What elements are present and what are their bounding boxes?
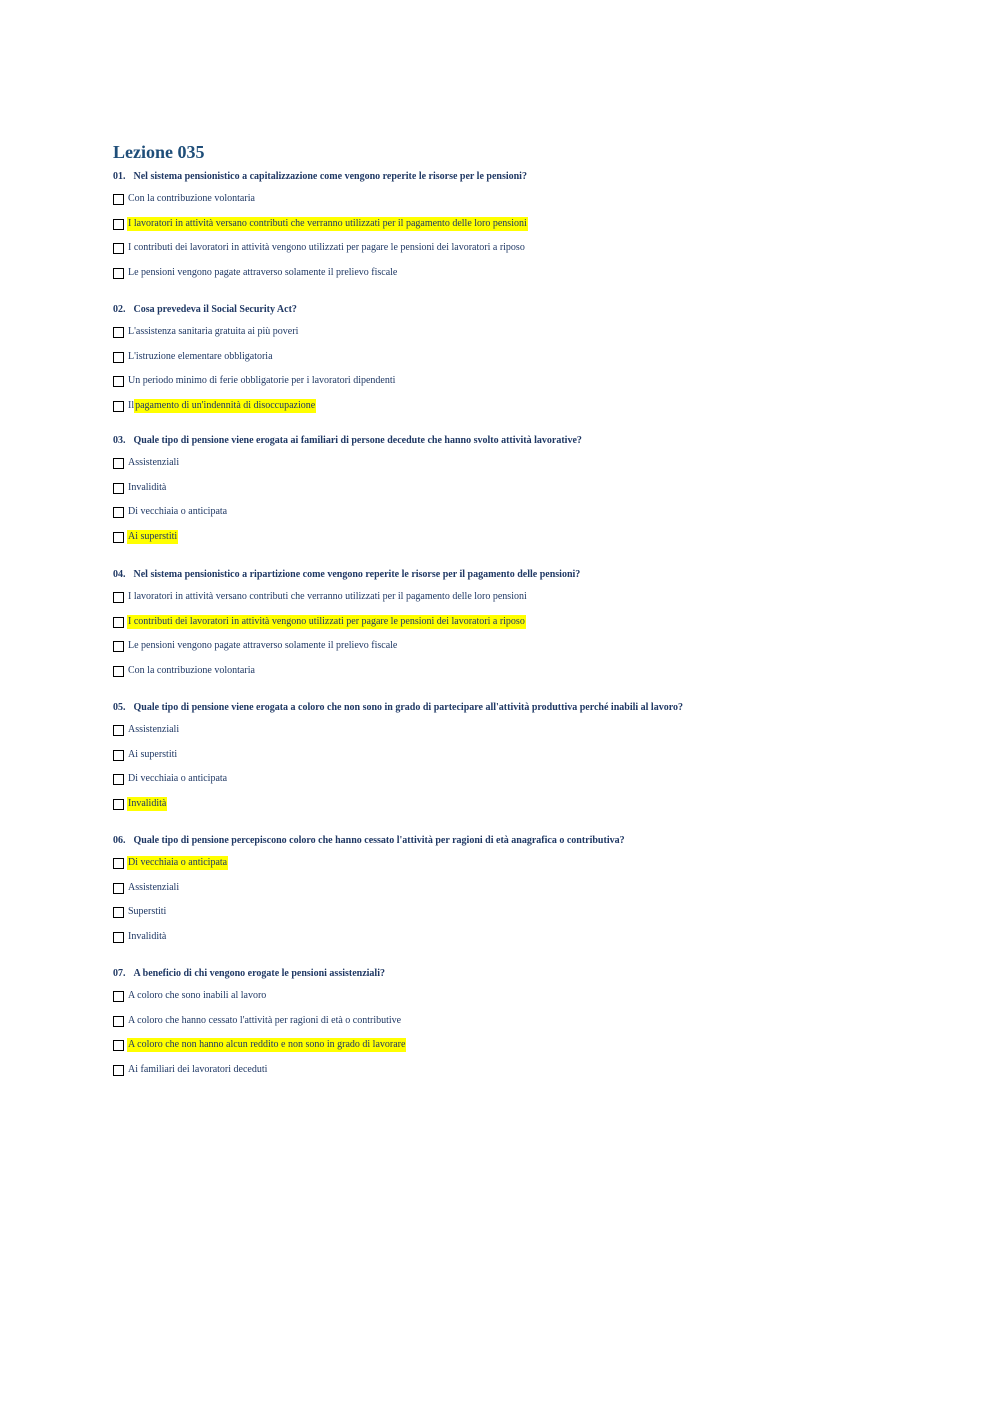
answer-checkbox[interactable] [113, 219, 124, 230]
answer-option[interactable] [113, 1062, 913, 1087]
answer-text: Di vecchiaia o anticipata [128, 506, 228, 517]
answer-text: Ai familiari dei lavoratori deceduti [128, 1063, 268, 1075]
question-text: A beneficio di chi vengono erogate le pensioni assistenziali? [133, 968, 385, 979]
answer-checkbox[interactable] [113, 774, 124, 785]
answer-checkbox[interactable] [113, 507, 124, 518]
answer-text-highlighted: I contributi dei lavoratori in attività vengono utilizzati per pagare le pensioni dei lavoratori a riposo [128, 615, 525, 627]
answer-option[interactable] [113, 504, 913, 529]
answer-checkbox[interactable] [113, 243, 124, 254]
answer-text-highlighted: Invalidità [128, 797, 167, 809]
answer-text: Assistenziali [128, 724, 180, 735]
answer-text: L'istruzione elementare obbligatoria [128, 350, 273, 362]
answer-text: Di vecchiaia o anticipata [128, 773, 228, 784]
question-number: 07. [113, 968, 126, 979]
answer-option[interactable] [113, 796, 913, 821]
answer-checkbox[interactable] [113, 1040, 124, 1051]
lesson-title: Lezione 035 [113, 142, 205, 162]
question-number: 05. [113, 702, 126, 713]
question-text: Cosa prevedeva il Social Security Act? [133, 304, 297, 315]
answer-option[interactable] [113, 373, 913, 398]
question-2 [113, 303, 913, 422]
answer-text: I contributi dei lavoratori in attività vengono utilizzati per pagare le pensioni dei lavoratori a riposo [128, 242, 525, 253]
answer-option[interactable] [113, 216, 913, 241]
answer-checkbox[interactable] [113, 1016, 124, 1027]
answer-option[interactable] [113, 880, 913, 905]
question-heading [113, 834, 913, 848]
answer-options [113, 455, 913, 553]
question-text: Quale tipo di pensione viene erogata ai familiari di persone decedute che hanno svolto attività lavorative? [133, 435, 582, 446]
answer-checkbox[interactable] [113, 750, 124, 761]
question-5 [113, 701, 913, 820]
answer-checkbox[interactable] [113, 883, 124, 894]
answer-checkbox[interactable] [113, 858, 124, 869]
answer-text: Un periodo minimo di ferie obbligatorie per i lavoratori dipendenti [128, 375, 396, 386]
answer-option[interactable] [113, 988, 913, 1013]
answer-option[interactable] [113, 349, 913, 374]
question-heading [113, 434, 913, 448]
answer-checkbox[interactable] [113, 799, 124, 810]
question-1 [113, 170, 913, 289]
answer-checkbox[interactable] [113, 327, 124, 338]
question-4 [113, 568, 913, 687]
answer-checkbox[interactable] [113, 401, 124, 412]
answer-checkbox[interactable] [113, 458, 124, 469]
answer-options [113, 191, 913, 289]
question-heading [113, 701, 913, 715]
answer-checkbox[interactable] [113, 907, 124, 918]
answer-checkbox[interactable] [113, 725, 124, 736]
answer-checkbox[interactable] [113, 1065, 124, 1076]
answer-text: Invalidità [128, 481, 167, 493]
answer-checkbox[interactable] [113, 617, 124, 628]
answer-text: Assistenziali [128, 457, 180, 468]
answer-text: Superstiti [128, 906, 167, 917]
question-number: 02. [113, 304, 126, 315]
question-7 [113, 967, 913, 1086]
answer-option[interactable] [113, 240, 913, 265]
answer-option[interactable] [113, 480, 913, 505]
answer-checkbox[interactable] [113, 991, 124, 1002]
answer-text: A coloro che sono inabili al lavoro [128, 990, 267, 1001]
answer-option[interactable] [113, 904, 913, 929]
answer-option[interactable] [113, 589, 913, 614]
answer-options [113, 855, 913, 953]
question-heading [113, 303, 913, 317]
question-number: 03. [113, 435, 126, 446]
question-number: 04. [113, 569, 126, 580]
answer-option[interactable] [113, 747, 913, 772]
answer-text: L'assistenza sanitaria gratuita ai più poveri [128, 326, 299, 337]
answer-checkbox[interactable] [113, 592, 124, 603]
question-text: Nel sistema pensionistico a capitalizzazione come vengono reperite le risorse per le pensioni? [133, 171, 527, 182]
answer-option[interactable] [113, 1013, 913, 1038]
answer-checkbox[interactable] [113, 194, 124, 205]
answer-options [113, 589, 913, 687]
answer-text: Assistenziali [128, 881, 180, 893]
answer-text-highlighted: Ai superstiti [128, 530, 178, 542]
answer-option[interactable] [113, 663, 913, 688]
answer-text-highlighted: Di vecchiaia o anticipata [128, 857, 228, 868]
answer-text-highlighted: A coloro che non hanno alcun reddito e non sono in grado di lavorare [128, 1039, 406, 1050]
answer-option[interactable] [113, 191, 913, 216]
answer-text: Le pensioni vengono pagate attraverso solamente il prelievo fiscale [128, 640, 398, 651]
answer-option[interactable] [113, 614, 913, 639]
question-heading [113, 170, 913, 184]
answer-text: A coloro che hanno cessato l'attività per ragioni di età o contributive [128, 1014, 402, 1026]
answer-option[interactable] [113, 455, 913, 480]
answer-text: I lavoratori in attività versano contributi che verranno utilizzati per il pagamento delle loro pensioni [128, 591, 527, 602]
answer-checkbox[interactable] [113, 641, 124, 652]
answer-options [113, 722, 913, 820]
question-heading [113, 967, 913, 981]
answer-option[interactable] [113, 324, 913, 349]
question-3 [113, 434, 913, 553]
answer-checkbox[interactable] [113, 483, 124, 494]
answer-prefix: Il [128, 399, 135, 411]
answer-checkbox[interactable] [113, 376, 124, 387]
answer-option[interactable] [113, 265, 913, 290]
answer-text-highlighted: pagamento di un'indennità di disoccupazione [135, 399, 316, 411]
answer-option[interactable] [113, 529, 913, 554]
answer-checkbox[interactable] [113, 532, 124, 543]
question-number: 01. [113, 171, 126, 182]
answer-option[interactable] [113, 398, 913, 423]
question-text: Quale tipo di pensione viene erogata a coloro che non sono in grado di partecipare all'attività produttiva perché inabili al lavoro? [133, 702, 683, 713]
answer-text-highlighted: I lavoratori in attività versano contributi che verranno utilizzati per il pagamento delle loro pensioni [128, 217, 527, 229]
answer-text: Con la contribuzione volontaria [128, 193, 255, 204]
quiz-page [113, 140, 913, 1075]
answer-text: Con la contribuzione volontaria [128, 664, 255, 676]
question-6 [113, 834, 913, 953]
answer-text: Le pensioni vengono pagate attraverso solamente il prelievo fiscale [128, 266, 398, 278]
answer-text: Invalidità [128, 930, 167, 942]
answer-option[interactable] [113, 722, 913, 747]
question-heading [113, 568, 913, 582]
answer-option[interactable] [113, 929, 913, 954]
question-text: Nel sistema pensionistico a ripartizione come vengono reperite le risorse per il pagamento delle pensioni? [133, 569, 581, 580]
answer-options [113, 988, 913, 1086]
answer-text: Ai superstiti [128, 748, 178, 760]
answer-options [113, 324, 913, 422]
question-number: 06. [113, 835, 126, 846]
answer-option[interactable] [113, 771, 913, 796]
answer-checkbox[interactable] [113, 932, 124, 943]
answer-checkbox[interactable] [113, 268, 124, 279]
answer-option[interactable] [113, 855, 913, 880]
answer-checkbox[interactable] [113, 352, 124, 363]
question-text: Quale tipo di pensione percepiscono coloro che hanno cessato l'attività per ragioni di età anagrafica o contributiva? [133, 835, 625, 846]
answer-option[interactable] [113, 1037, 913, 1062]
answer-checkbox[interactable] [113, 666, 124, 677]
answer-option[interactable] [113, 638, 913, 663]
